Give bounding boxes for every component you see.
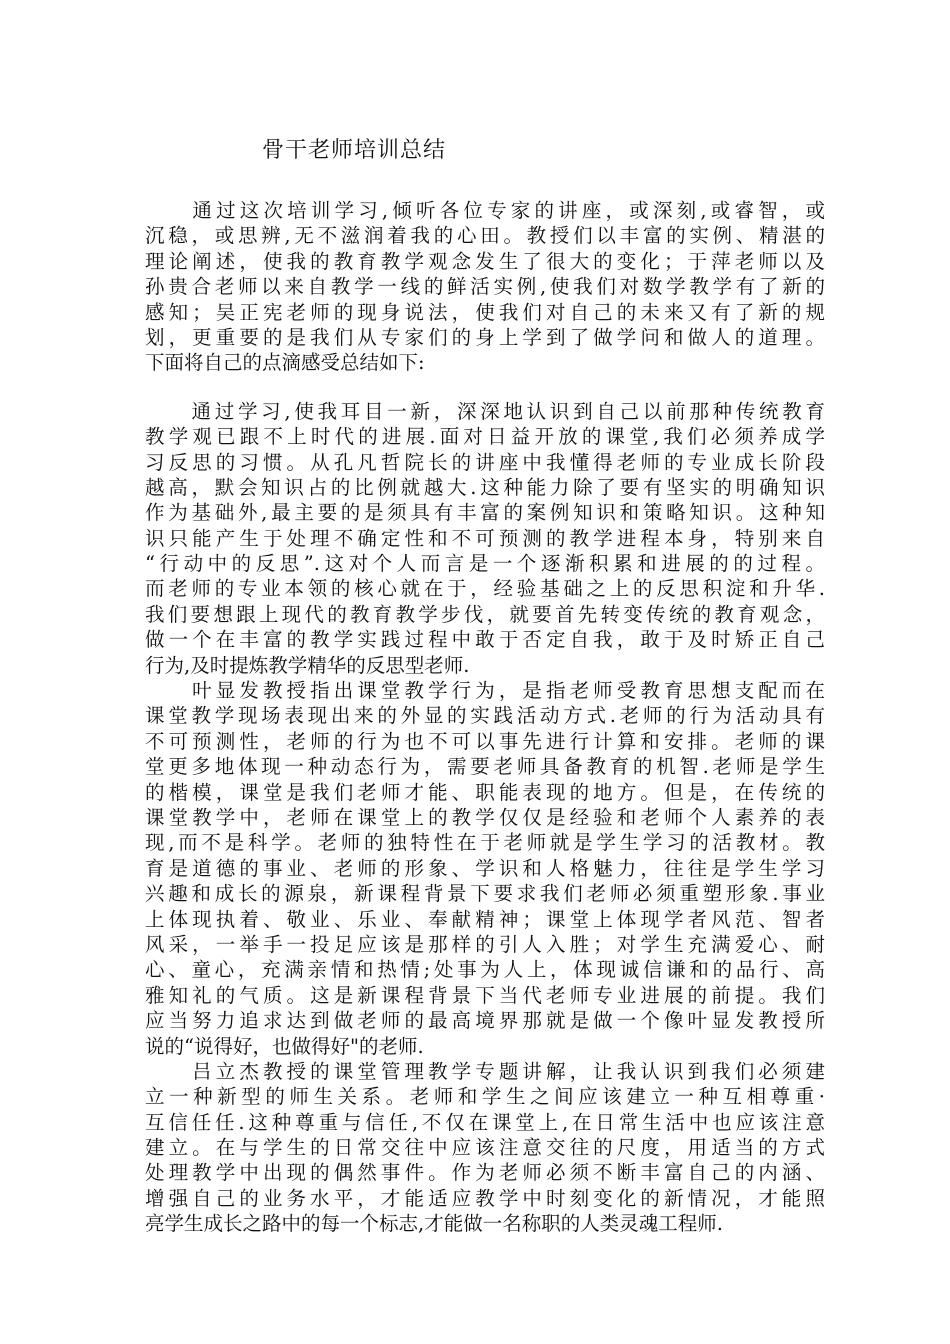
text-line: 吕立杰教授的课堂管理教学专题讲解，让我认识到我们必须建 (145, 1059, 825, 1083)
text-line: 我们要想跟上现代的教育教学步伐，就要首先转变传统的教育观念， (145, 602, 825, 626)
text-line: 行为,及时提炼教学精华的反思型老师. (145, 653, 470, 677)
text-line: 划，更重要的是我们从专家们的身上学到了做学问和做人的道理。 (145, 325, 825, 349)
text-line: 现,而不是科学。老师的独特性在于老师就是学生学习的活教材。教 (145, 831, 825, 855)
paragraph-teacher-behavior (145, 678, 825, 1059)
text-line: 建立。在与学生的日常交往中应该注意交往的尺度，用适当的方式 (145, 1136, 825, 1160)
page-title: 骨干老师培训总结 (262, 138, 447, 163)
text-line: 立一种新型的师生关系。老师和学生之间应该建立一种互相尊重· (145, 1085, 825, 1109)
text-line: 的楷模，课堂是我们老师才能、职能表现的地方。但是，在传统的 (145, 780, 825, 804)
text-line: 雅知礼的气质。这是新课程背景下当代老师专业进展的前提。我们 (145, 983, 825, 1007)
text-line: “行动中的反思”.这对个人而言是一个逐渐积累和进展的的过程。 (145, 552, 825, 576)
text-line: 通过这次培训学习,倾听各位专家的讲座，或深刻,或睿智，或 (145, 199, 825, 222)
text-line: 课堂教学中，老师在课堂上的教学仅仅是经验和老师个人素养的表 (145, 805, 825, 829)
text-line: 互信任任.这种尊重与信任,不仅在课堂上,在日常生活中也应该注意 (145, 1110, 825, 1134)
text-line: 感知；吴正宪老师的现身说法，使我们对自己的未来又有了新的规 (145, 300, 825, 324)
text-line: 而老师的专业本领的核心就在于，经验基础之上的反思积淀和升华. (145, 577, 825, 601)
text-line: 亮学生成长之路中的每一个标志,才能做一名称职的人类灵魂工程师. (145, 1212, 723, 1236)
text-line: 做一个在丰富的教学实践过程中敢于否定自我，敢于及时矫正自己 (145, 628, 825, 652)
text-line: 兴趣和成长的源泉，新课程背景下要求我们老师必须重塑形象.事业 (145, 882, 825, 906)
text-line: 上体现执着、敬业、乐业、奉献精神；课堂上体现学者风范、智者 (145, 907, 825, 931)
text-line: 识只能产生于处理不确定性和不可预测的教学进程本身，特别来自 (145, 526, 825, 550)
text-line: 理论阐述，使我的教育教学观念发生了很大的变化；于萍老师以及 (145, 249, 825, 273)
text-line: 越高，默会知识占的比例就越大.这种能力除了要有坚实的明确知识 (145, 475, 825, 499)
text-line: 说的“说得好，也做得好"的老师. (145, 1034, 424, 1058)
document-body (145, 198, 825, 1237)
text-line: 风采，一举手一投足应该是那样的引人入胜；对学生充满爱心、耐 (145, 932, 825, 956)
text-line: 增强自己的业务水平，才能适应教学中时刻变化的新情况，才能照 (145, 1186, 825, 1210)
text-line: 育是道德的事业、老师的形象、学识和人格魅力，往往是学生学习 (145, 856, 825, 880)
paragraph-teacher-student-relationship (145, 1059, 825, 1237)
text-line: 堂更多地体现一种动态行为，需要老师具备教育的机智.老师是学生 (145, 755, 825, 779)
text-line: 沉稳，或思辨,无不滋润着我的心田。教授们以丰富的实例、精湛的 (145, 224, 825, 248)
text-line: 教学观已跟不上时代的进展.面对日益开放的课堂,我们必须养成学 (145, 425, 825, 449)
text-line: 通过学习,使我耳目一新，深深地认识到自己以前那种传统教育 (145, 399, 825, 423)
paragraph-reflection (145, 399, 825, 678)
text-line: 不可预测性，老师的行为也不可以事先进行计算和安排。老师的课 (145, 729, 825, 753)
paragraph-intro (145, 198, 825, 376)
text-line: 应当努力追求达到做老师的最高境界那就是做一个像叶显发教授所 (145, 1009, 825, 1033)
text-line: 心、童心，充满亲情和热情;处事为人上，体现诚信谦和的品行、高 (145, 958, 825, 982)
text-line: 处理教学中出现的偶然事件。作为老师必须不断丰富自己的内涵、 (145, 1161, 825, 1185)
text-line: 课堂教学现场表现出来的外显的实践活动方式.老师的行为活动具有 (145, 704, 825, 728)
text-line: 下面将自己的点滴感受总结如下: (145, 351, 425, 375)
text-line: 习反思的习惯。从孔凡哲院长的讲座中我懂得老师的专业成长阶段 (145, 450, 825, 474)
text-line: 作为基础外,最主要的是须具有丰富的案例知识和策略知识。这种知 (145, 501, 825, 525)
text-line: 叶显发教授指出课堂教学行为，是指老师受教育思想支配而在 (145, 679, 825, 703)
text-line: 孙贵合老师以来自教学一线的鲜活实例,使我们对数学教学有了新的 (145, 275, 825, 299)
